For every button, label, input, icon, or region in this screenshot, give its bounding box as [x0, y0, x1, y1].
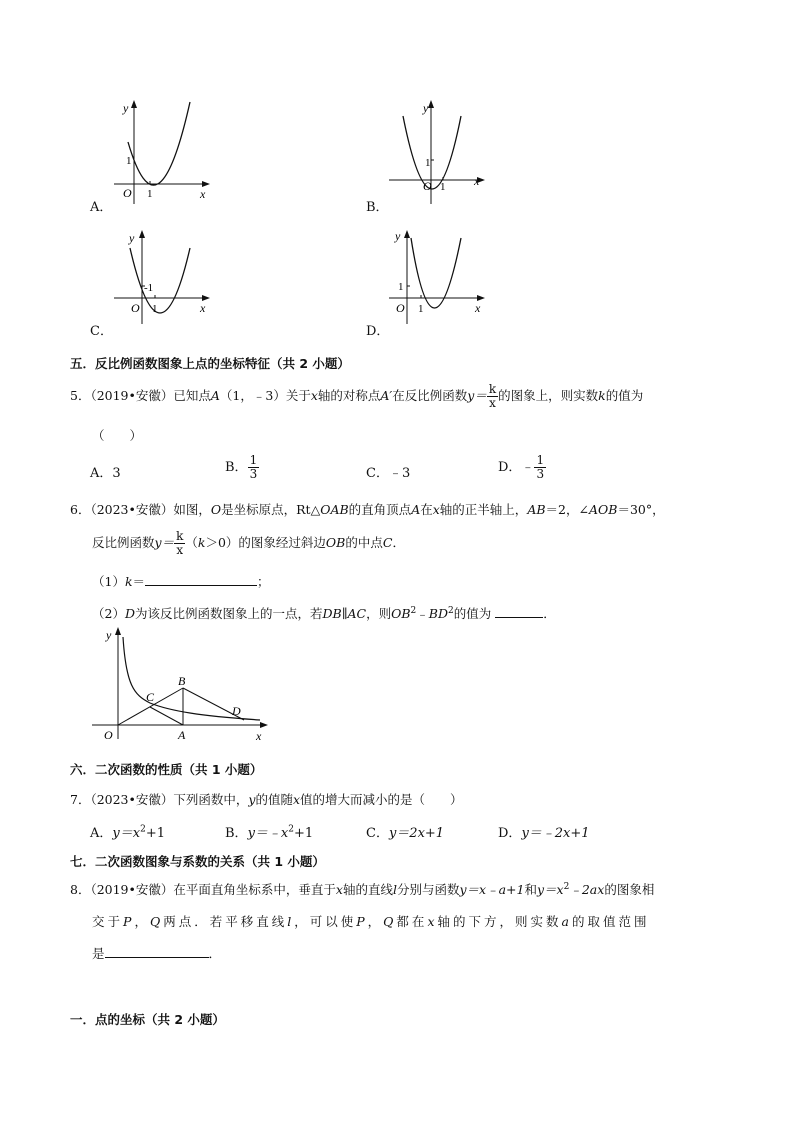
- q7-option-c: C．y＝2x+1: [366, 826, 445, 841]
- question-8-line-2: 交于P，Q两点．若平移直线l，可以使P，Q都在x轴的下方，则实数a的取值范围: [92, 914, 650, 929]
- question-6-line-2: 反比例函数y＝ $\frac{k}{x}$ （k＞0）的图象经过斜边OB的中点C．: [92, 529, 405, 557]
- q7-option-a: A．$y=x^2+1$: [90, 824, 165, 841]
- graph-label: O: [123, 186, 132, 200]
- q5-option-a: A．3: [90, 466, 121, 481]
- answer-blank[interactable]: [105, 945, 209, 958]
- figure-label: x: [256, 729, 262, 743]
- option-c-label: C．: [90, 324, 113, 339]
- section-6-title: 六．二次函数的性质（共 1 小题）: [70, 762, 263, 777]
- graph-label: 1: [418, 303, 424, 315]
- question-8-line-3: 是 ．: [92, 946, 222, 961]
- question-6-part-1: （1）k＝ ；: [92, 574, 270, 589]
- graph-label: y: [423, 101, 429, 115]
- figure-label: y: [106, 628, 112, 642]
- graph-label: 1: [425, 157, 431, 169]
- figure-label: B: [178, 674, 186, 688]
- question-8-line-1: 8．（2019•安徽）在平面直角坐标系中，垂直于x轴的直线l分别与函数y＝x﹣a+1和$y=x^2﹣2ax$的图象相: [70, 881, 655, 897]
- q5-option-b: B． $\frac{1}{3}$: [225, 453, 258, 481]
- graph-label: -1: [144, 282, 154, 294]
- graph-label: y: [123, 101, 129, 115]
- q5-option-c: C．﹣3: [366, 466, 411, 481]
- option-d-label: D．: [366, 324, 390, 339]
- option-b-label: B．: [366, 200, 389, 215]
- option-a-label: A．: [90, 200, 113, 215]
- graph-label: 1: [398, 281, 404, 293]
- option-a-graph: [110, 100, 220, 210]
- figure-label: D: [232, 704, 241, 718]
- question-5-stem: 5．（2019•安徽）已知点A（1，﹣3）关于x轴的对称点A′在反比例函数y＝ $\frac{k}{x}$ 的图象上，则实数k的值为: [70, 382, 644, 410]
- figure-label: O: [104, 728, 113, 742]
- answer-blank[interactable]: [145, 573, 257, 586]
- option-c-graph: [110, 228, 220, 328]
- graph-label: x: [200, 301, 206, 315]
- fraction-k-over-x: $\frac{k}{x}$: [488, 382, 497, 410]
- q7-option-d: D．y＝﹣2x+1: [498, 826, 590, 841]
- graph-label: y: [395, 229, 401, 243]
- graph-label: 1: [126, 155, 132, 167]
- question-7-stem: 7．（2023•安徽）下列函数中，y的值随x值的增大而减小的是（ ）: [70, 792, 463, 807]
- graph-label: O: [423, 179, 432, 193]
- question-6-figure: [90, 625, 280, 745]
- section-1-title: 一．点的坐标（共 2 小题）: [70, 1012, 225, 1027]
- answer-blank[interactable]: [495, 605, 543, 618]
- option-b-graph: [385, 100, 495, 210]
- graph-label: 1: [147, 188, 153, 200]
- graph-label: O: [131, 301, 140, 315]
- section-5-title: 五．反比例函数图象上点的坐标特征（共 2 小题）: [70, 356, 350, 371]
- question-6-part-2: （2）D为该反比例函数图象上的一点，若DB∥AC，则$OB^2﹣BD^2$的值为 ．: [92, 605, 556, 621]
- q5-option-d: D．﹣ $\frac{1}{3}$: [498, 453, 545, 481]
- graph-label: x: [474, 174, 480, 188]
- option-d-graph: [385, 228, 495, 328]
- graph-label: 1: [440, 181, 446, 193]
- graph-label: y: [129, 231, 135, 245]
- graph-label: O: [396, 301, 405, 315]
- figure-label: A: [178, 728, 186, 742]
- q7-option-b: B．$y=﹣x^2+1$: [225, 824, 314, 841]
- question-6-line-1: 6．（2023•安徽）如图，O是坐标原点，Rt△OAB的直角顶点A在x轴的正半轴上，AB＝2，∠AOB＝30°，: [70, 502, 665, 517]
- figure-label: C: [146, 690, 155, 704]
- graph-label: 1: [152, 303, 158, 315]
- question-5-paren: （ ）: [92, 428, 143, 443]
- graph-label: x: [200, 187, 206, 201]
- graph-label: x: [475, 301, 481, 315]
- section-7-title: 七．二次函数图象与系数的关系（共 1 小题）: [70, 854, 325, 869]
